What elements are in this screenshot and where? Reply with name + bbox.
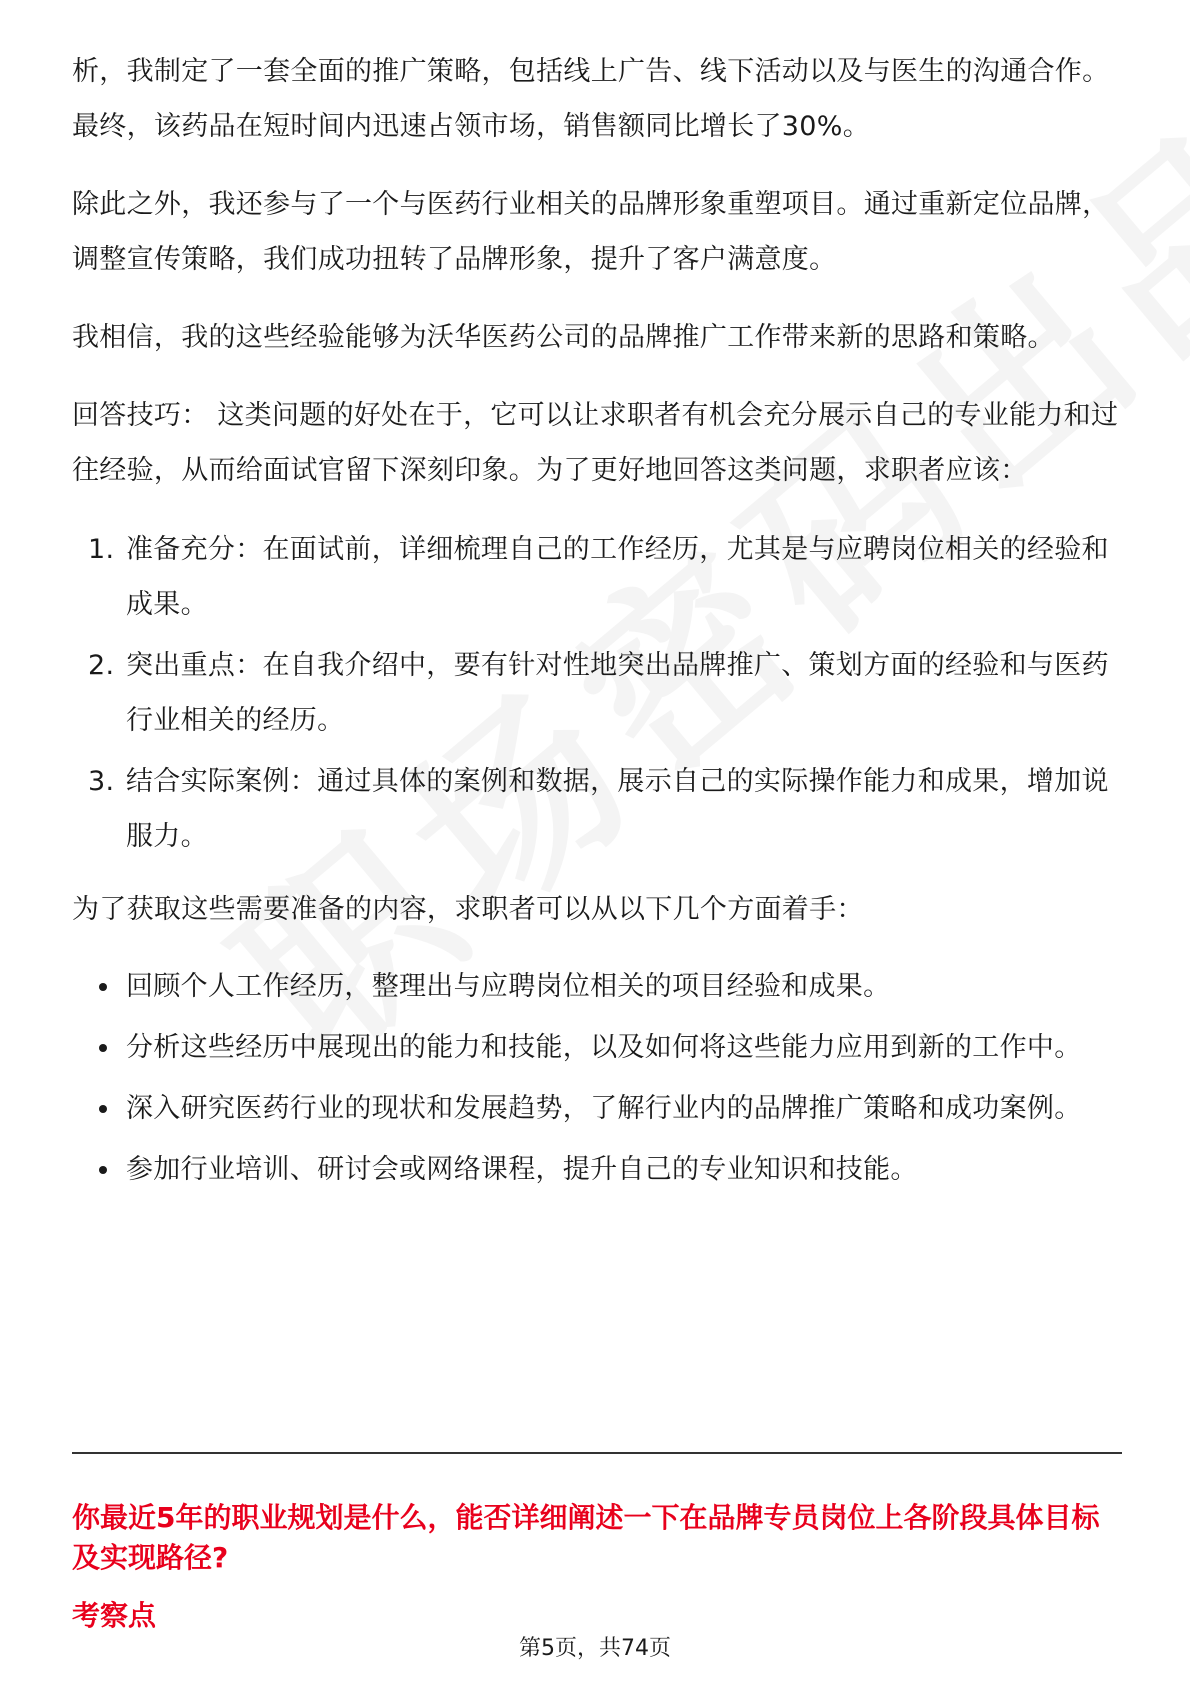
paragraph: 为了获取这些需要准备的内容，求职者可以从以下几个方面着手：	[72, 894, 864, 925]
list-item-text: 深入研究医药行业的现状和发展趋势，了解行业内的品牌推广策略和成功案例。	[126, 1093, 1082, 1124]
paragraph-answer-tips: 回答技巧： 这类问题的好处在于，它可以让求职者有机会充分展示自己的专业能力和过往经验，从而给面试官留下深刻印象。为了更好地回答这类问题，求职者应该：	[72, 400, 1119, 486]
list-item	[72, 1020, 1122, 1075]
exam-point-heading: 考察点	[72, 1599, 157, 1632]
paragraph: 我相信，我的这些经验能够为沃华医药公司的品牌推广工作带来新的思路和策略。	[72, 322, 1055, 353]
question-heading: 你最近5年的职业规划是什么，能否详细阐述一下在品牌专员岗位上各阶段具体目标及实现路径?	[72, 1501, 1100, 1574]
list-item	[72, 959, 1122, 1014]
list-item-text: 结合实际案例：通过具体的案例和数据，展示自己的实际操作能力和成果，增加说服力。	[126, 766, 1109, 852]
list-item	[72, 1081, 1122, 1136]
list-item-text: 分析这些经历中展现出的能力和技能，以及如何将这些能力应用到新的工作中。	[126, 1032, 1082, 1063]
paragraph: 析，我制定了一套全面的推广策略，包括线上广告、线下活动以及与医生的沟通合作。最终，该药品在短时间内迅速占领市场，销售额同比增长了30%。	[72, 56, 1110, 142]
section-divider	[72, 1452, 1122, 1454]
numbered-list	[72, 522, 1122, 864]
bullet-icon	[99, 1105, 107, 1113]
bullet-list	[72, 959, 1122, 1197]
list-item-text: 突出重点：在自我介绍中，要有针对性地突出品牌推广、策划方面的经验和与医药行业相关的经历。	[126, 650, 1109, 736]
list-number: 3.	[88, 766, 115, 797]
bullet-icon	[99, 1166, 107, 1174]
main-content	[72, 44, 1122, 1203]
list-number: 1.	[88, 534, 115, 565]
list-number: 2.	[88, 650, 115, 681]
page-footer: 第5页，共74页	[519, 1636, 671, 1661]
list-item-text: 参加行业培训、研讨会或网络课程，提升自己的专业知识和技能。	[126, 1154, 918, 1185]
list-item	[72, 754, 1122, 864]
bullet-icon	[99, 1044, 107, 1052]
list-item-text: 准备充分：在面试前，详细梳理自己的工作经历，尤其是与应聘岗位相关的经验和成果。	[126, 534, 1109, 620]
list-item	[72, 522, 1122, 632]
bullet-icon	[99, 983, 107, 991]
paragraph: 除此之外，我还参与了一个与医药行业相关的品牌形象重塑项目。通过重新定位品牌，调整宣传策略，我们成功扭转了品牌形象，提升了客户满意度。	[72, 189, 1110, 275]
list-item	[72, 1142, 1122, 1197]
list-item	[72, 638, 1122, 748]
list-item-text: 回顾个人工作经历，整理出与应聘岗位相关的项目经验和成果。	[126, 971, 891, 1002]
